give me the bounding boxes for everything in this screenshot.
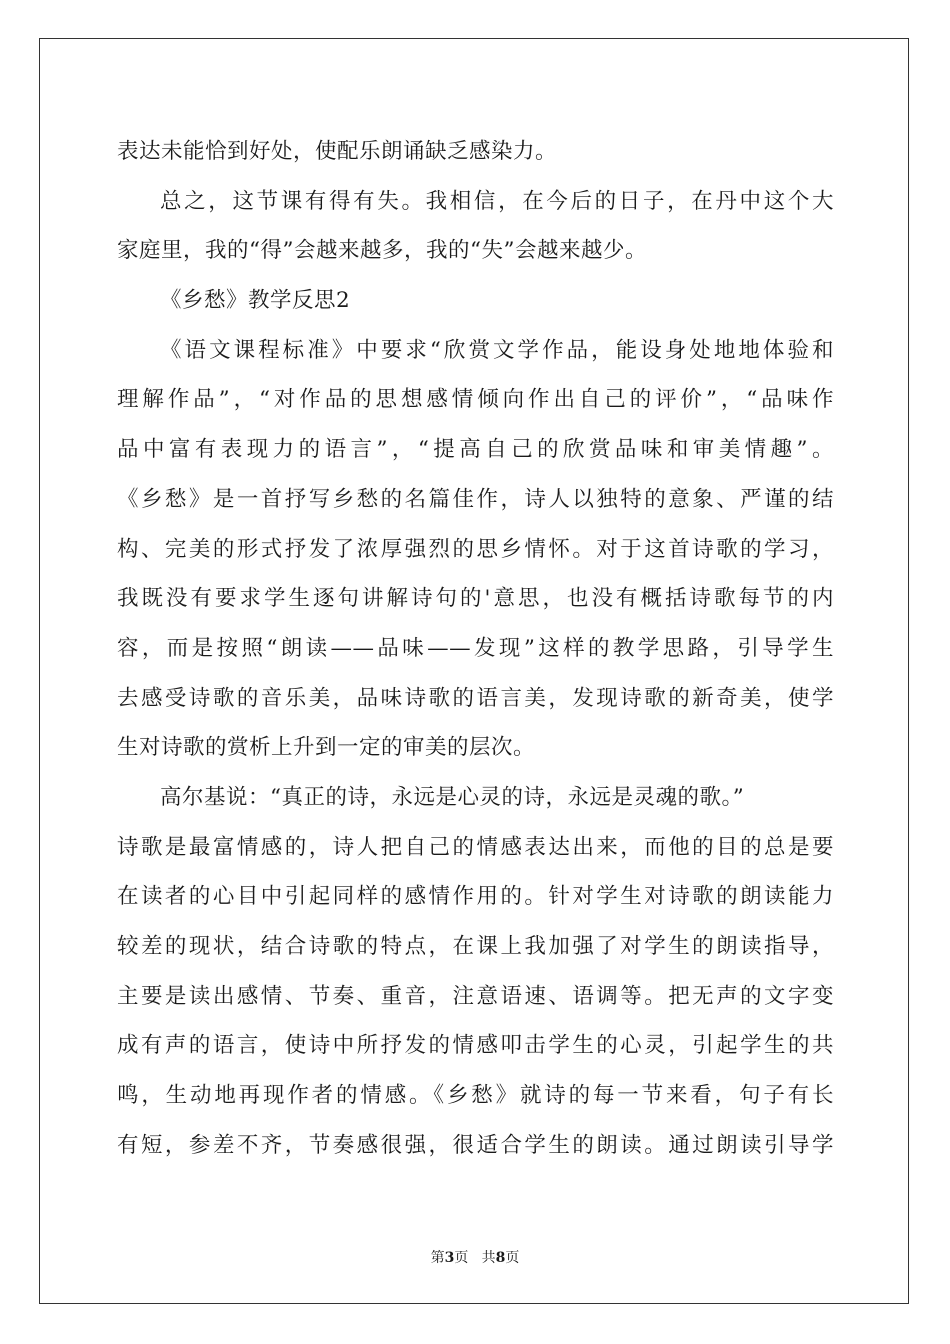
text-line: 表达未能恰到好处，使配乐朗诵缺乏感染力。 (117, 139, 558, 164)
text-line: 理解作品”，“对作品的思想感情倾向作出自己的评价”，“品味作 (117, 387, 834, 413)
text-line: 生对诗歌的赏析上升到一定的审美的层次。 (117, 735, 536, 761)
document-body (117, 127, 834, 1170)
text-line: 去感受诗歌的音乐美，品味诗歌的语言美，发现诗歌的新奇美，使学 (117, 685, 834, 711)
text-line: 家庭里，我的“得”会越来越多，我的“失”会越来越少。 (117, 238, 647, 264)
text-line: 《乡愁》是一首抒写乡愁的名篇佳作，诗人以独特的意象、严谨的结 (117, 486, 834, 512)
text-line: 在读者的心目中引起同样的感情作用的。针对学生对诗歌的朗读能力 (117, 884, 834, 910)
text-line: 我既没有要求学生逐句讲解诗句的'意思，也没有概括诗歌每节的内 (117, 586, 834, 612)
footer-middle: 页 共 (454, 1250, 496, 1266)
text-line: 《语文课程标准》中要求“欣赏文学作品，能设身处地地体验和 (160, 337, 834, 363)
text-line: 成有声的语言，使诗中所抒发的情感叩击学生的心灵，引起学生的共 (117, 1033, 834, 1059)
text-line: 容，而是按照“朗读——品味——发现”这样的教学思路，引导学生 (117, 635, 834, 661)
footer-suffix: 页 (505, 1250, 520, 1266)
text-line: 高尔基说：“真正的诗，永远是心灵的诗，永远是灵魂的歌。” (160, 784, 745, 810)
text-line: 总之，这节课有得有失。我相信，在今后的日子，在丹中这个大 (160, 188, 834, 214)
footer-total-pages: 8 (495, 1250, 506, 1266)
text-line: 构、完美的形式抒发了浓厚强烈的思乡情怀。对于这首诗歌的学习， (117, 536, 834, 562)
text-line: 主要是读出感情、节奏、重音，注意语速、语调等。把无声的文字变 (117, 983, 834, 1009)
text-line: 有短，参差不齐，节奏感很强，很适合学生的朗读。通过朗读引导学 (117, 1132, 834, 1158)
footer-prefix: 第 (430, 1250, 445, 1266)
text-line: 较差的现状，结合诗歌的特点，在课上我加强了对学生的朗读指导， (117, 934, 834, 959)
section-heading: 《乡愁》教学反思2 (160, 288, 351, 314)
text-line: 鸣，生动地再现作者的情感。《乡愁》就诗的每一节来看，句子有长 (117, 1083, 834, 1109)
page-footer (0, 1247, 950, 1267)
text-line: 诗歌是最富情感的，诗人把自己的情感表达出来，而他的目的总是要 (117, 834, 834, 860)
footer-page-number: 3 (444, 1250, 455, 1266)
text-line: 品中富有表现力的语言”，“提高自己的欣赏品味和审美情趣”。 (117, 437, 834, 463)
